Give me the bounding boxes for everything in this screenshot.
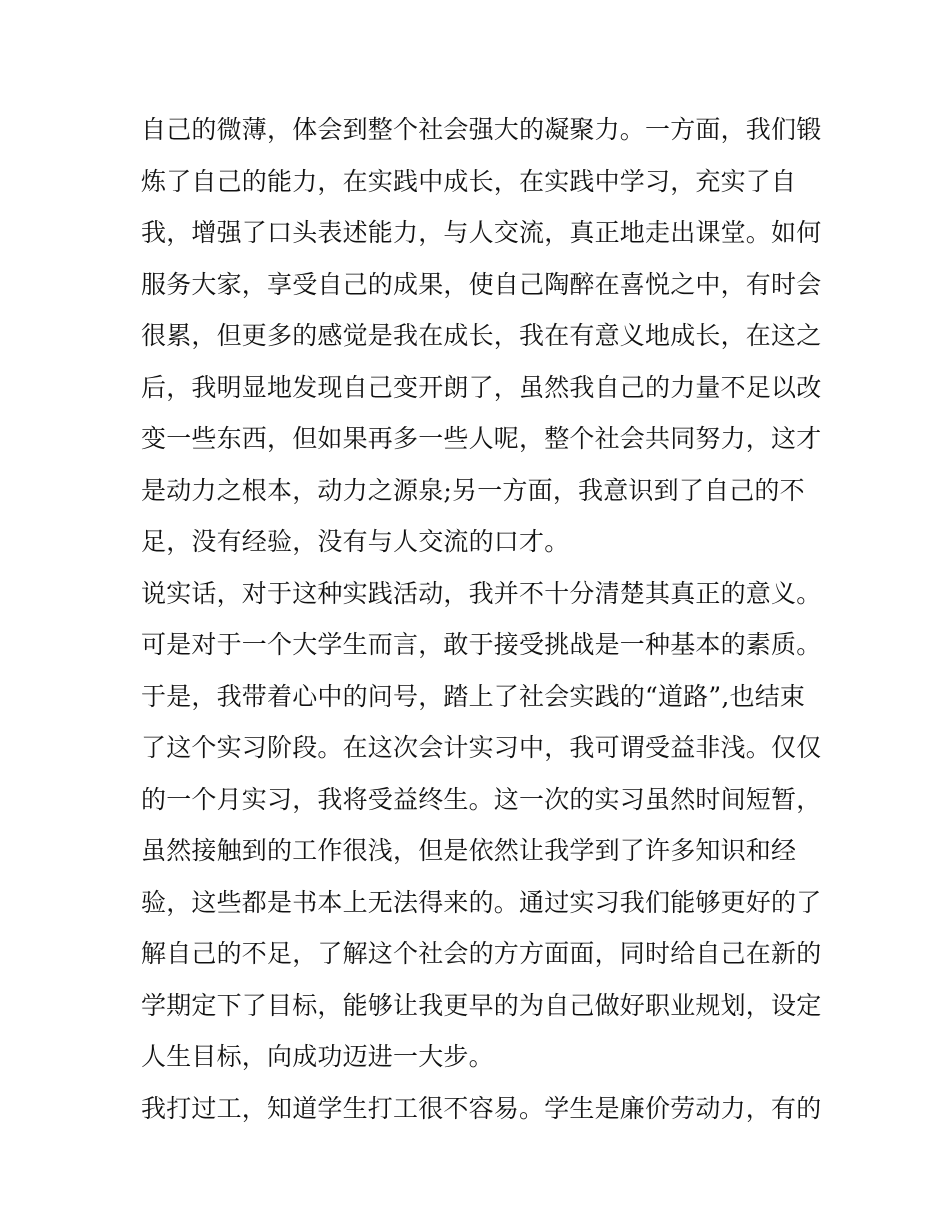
text-line: 虽然接触到的工作很浅，但是依然让我学到了许多知识和经 [141,836,797,865]
text-line: 我打过工，知道学生打工很不容易。学生是廉价劳动力，有的 [141,1093,822,1123]
paragraph [141,104,821,568]
text-line: 是动力之根本，动力之源泉;另一方面，我意识到了自己的不 [141,475,805,505]
paragraph [141,568,821,1083]
text-line: 的一个月实习，我将受益终生。这一次的实习虽然时间短暂， [141,784,822,814]
text-line: 炼了自己的能力，在实践中成长，在实践中学习，充实了自 [141,166,797,196]
text-line: 我，增强了口头表述能力，与人交流，真正地走出课堂。如何 [141,218,822,247]
text-line: 人生目标，向成功迈进一大步。 [141,1042,494,1071]
text-line: 可是对于一个大学生而言，敢于接受挑战是一种基本的素质。 [141,630,822,659]
text-line: 解自己的不足，了解这个社会的方方面面，同时给自己在新的 [141,939,822,968]
paragraph [141,1083,821,1135]
text-line: 后，我明显地发现自己变开朗了，虽然我自己的力量不足以改 [141,372,822,402]
body-text [141,104,821,1134]
text-line: 于是，我带着心中的问号，踏上了社会实践的“道路”,也结束 [141,681,806,711]
text-line: 说实话，对于这种实践活动，我并不十分清楚其真正的意义。 [141,578,822,608]
text-line: 服务大家，享受自己的成果，使自己陶醉在喜悦之中，有时会 [141,269,822,299]
text-line: 自己的微薄，体会到整个社会强大的凝聚力。一方面，我们锻 [141,115,822,144]
text-line: 足，没有经验，没有与人交流的口才。 [141,527,570,556]
text-line: 验，这些都是书本上无法得来的。通过实习我们能够更好的了 [141,887,822,917]
text-line: 变一些东西，但如果再多一些人呢，整个社会共同努力，这才 [141,424,822,453]
text-line: 学期定下了目标，能够让我更早的为自己做好职业规划，设定 [141,990,822,1020]
text-line: 很累，但更多的感觉是我在成长，我在有意义地成长，在这之 [141,321,822,350]
text-line: 了这个实习阶段。在这次会计实习中，我可谓受益非浅。仅仅 [141,733,822,762]
